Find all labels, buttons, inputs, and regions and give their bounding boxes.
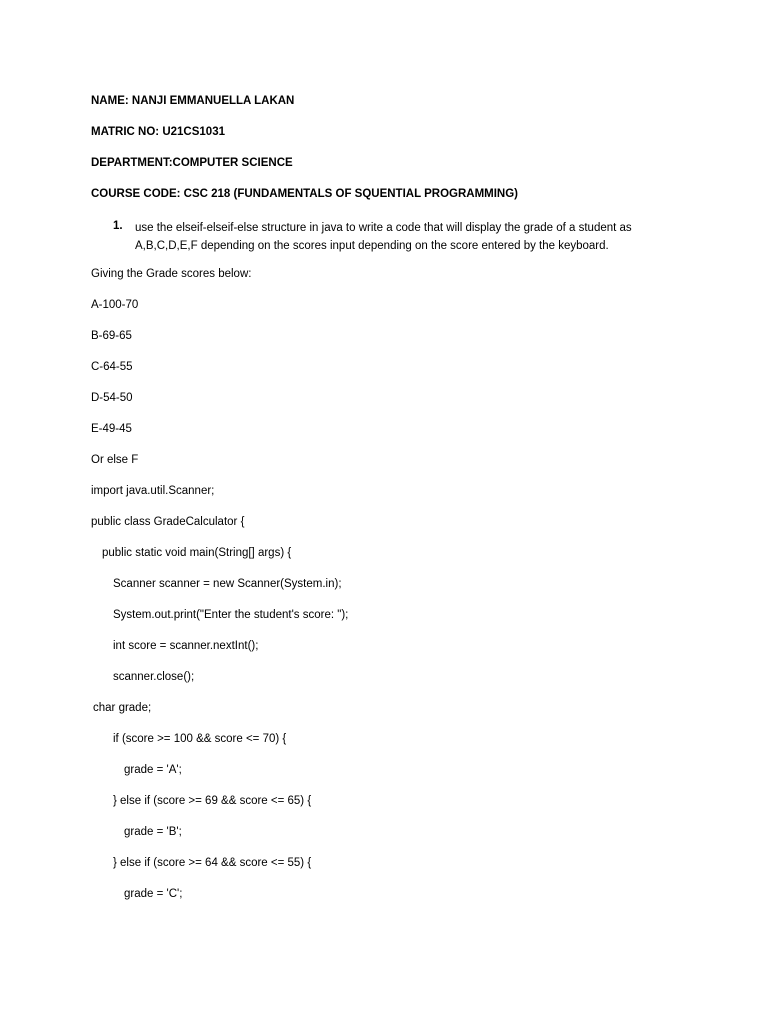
code-line: int score = scanner.nextInt();	[113, 640, 259, 652]
code-line: public static void main(String[] args) {	[102, 547, 292, 559]
code-line: scanner.close();	[113, 671, 195, 683]
code-line: import java.util.Scanner;	[91, 485, 215, 497]
code-line: grade = 'C';	[124, 888, 183, 900]
code-line: } else if (score >= 69 && score <= 65) {	[113, 795, 312, 807]
grade-b: B-69-65	[91, 330, 132, 342]
code-line: grade = 'B';	[124, 826, 182, 838]
matric-number: MATRIC NO: U21CS1031	[91, 126, 225, 138]
grade-c: C-64-55	[91, 361, 133, 373]
grade-a: A-100-70	[91, 299, 139, 311]
code-line: System.out.print("Enter the student's score: ");	[113, 609, 349, 621]
course-code: COURSE CODE: CSC 218 (FUNDAMENTALS OF SQUENTIAL PROGRAMMING)	[91, 188, 519, 200]
grade-f: Or else F	[91, 454, 139, 466]
code-line: if (score >= 100 && score <= 70) {	[113, 733, 287, 745]
code-line: public class GradeCalculator {	[91, 516, 245, 528]
question-number: 1.	[113, 220, 123, 232]
code-line: Scanner scanner = new Scanner(System.in);	[113, 578, 342, 590]
question-line-2: A,B,C,D,E,F depending on the scores input depending on the score entered by the keyboard.	[135, 240, 609, 252]
question-text	[135, 219, 655, 255]
question-line-1: use the elseif-elseif-else structure in java to write a code that will display the grade of a student as	[135, 222, 632, 234]
department: DEPARTMENT:COMPUTER SCIENCE	[91, 157, 293, 169]
grade-intro: Giving the Grade scores below:	[91, 268, 252, 280]
grade-d: D-54-50	[91, 392, 133, 404]
student-name: NAME: NANJI EMMANUELLA LAKAN	[91, 95, 295, 107]
code-line: char grade;	[93, 702, 152, 714]
grade-e: E-49-45	[91, 423, 132, 435]
code-line: } else if (score >= 64 && score <= 55) {	[113, 857, 312, 869]
code-line: grade = 'A';	[124, 764, 182, 776]
